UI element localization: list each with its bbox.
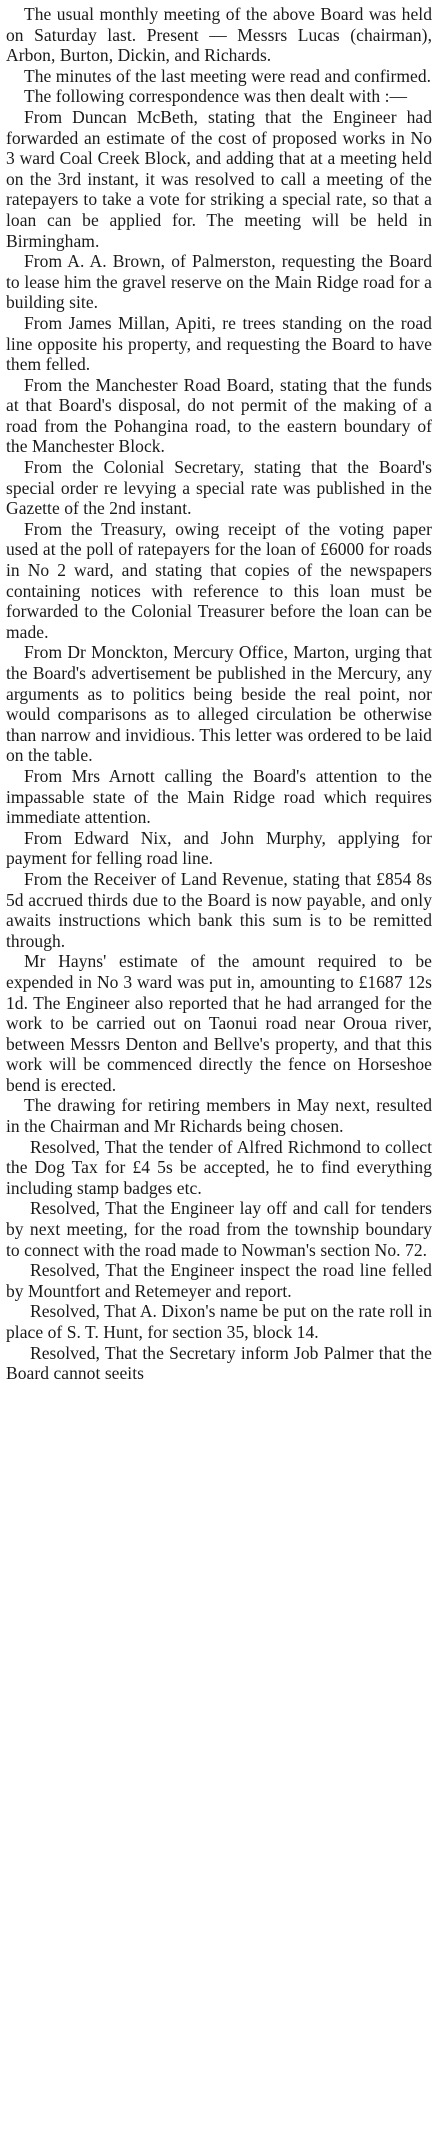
paragraph-resolution-palmer: Resolved, That the Secretary inform Job Palmer that the Board cannot seeits <box>6 1342 432 1384</box>
paragraph-letter-colonial-secretary: From the Colonial Secretary, stating that the Board's special order re levying a special rate was published in the Gazette of the 2nd instant. <box>6 457 432 519</box>
paragraph-retiring-members: The drawing for retiring members in May next, resulted in the Chairman and Mr Richards being chosen. <box>6 1095 432 1137</box>
paragraph-resolution-dog-tax: Resolved, That the tender of Alfred Richmond to collect the Dog Tax for £4 5s be accepted, he to find everything including stamp badges etc. <box>6 1136 432 1198</box>
paragraph-resolution-tenders: Resolved, That the Engineer lay off and call for tenders by next meeting, for the road from the township boundary to connect with the road made to Nowman's section No. 72. <box>6 1198 432 1260</box>
paragraph-letter-nix-murphy: From Edward Nix, and John Murphy, applying for payment for felling road line. <box>6 827 432 869</box>
paragraph-letter-mcbeth: From Duncan McBeth, stating that the Engineer had forwarded an estimate of the cost of proposed works in No 3 ward Coal Creek Block, and adding that at a meeting held on the 3rd instant, it was resolved to call a meeting of the ratepayers to take a vote for striking a special rate, so that a loan can be applied for. The meeting will be held in Birmingham. <box>6 106 432 251</box>
paragraph-letter-manchester-board: From the Manchester Road Board, stating that the funds at that Board's disposal, do not permit of the making of a road from the Pohangina road, to the eastern boundary of the Manchester Block. <box>6 374 432 457</box>
paragraph-letter-brown: From A. A. Brown, of Palmerston, requesting the Board to lease him the gravel reserve on the Main Ridge road for a building site. <box>6 251 432 313</box>
paragraph-resolution-rate-roll: Resolved, That A. Dixon's name be put on the rate roll in place of S. T. Hunt, for section 35, block 14. <box>6 1301 432 1342</box>
newspaper-column <box>6 4 432 1384</box>
paragraph-letter-treasury: From the Treasury, owing receipt of the voting paper used at the poll of ratepayers for the loan of £6000 for roads in No 2 ward, and stating that copies of the newspapers containing notices with reference to this loan must be forwarded to the Colonial Treasurer before the loan can be made. <box>6 518 432 642</box>
paragraph-letter-millan: From James Millan, Apiti, re trees standing on the road line opposite his property, and requesting the Board to have them felled. <box>6 312 432 375</box>
paragraph-letter-arnott: From Mrs Arnott calling the Board's attention to the impassable state of the Main Ridge road which requires immediate attention. <box>6 765 432 828</box>
paragraph-meeting-intro: The usual monthly meeting of the above Board was held on Saturday last. Present — Messrs Lucas (chairman), Arbon, Burton, Dickin, and Richards. <box>6 4 432 66</box>
paragraph-letter-land-revenue: From the Receiver of Land Revenue, stating that £854 8s 5d accrued thirds due to the Board is now payable, and only awaits instructions which bank this sum is to be remitted through. <box>6 868 432 951</box>
paragraph-resolution-inspect: Resolved, That the Engineer inspect the road line felled by Mountfort and Retemeyer and report. <box>6 1260 432 1301</box>
paragraph-correspondence-intro: The following correspondence was then dealt with :— <box>24 86 408 107</box>
paragraph-minutes: The minutes of the last meeting were read and confirmed. <box>24 65 432 86</box>
paragraph-hayns-estimate: Mr Hayns' estimate of the amount required to be expended in No 3 ward was put in, amounting to £1687 12s 1d. The Engineer also reported that he had arranged for the work to be carried out on Taonui road near Oroua river, between Messrs Denton and Bellve's property, and that this work will be commenced directly the fence on Horseshoe bend is erected. <box>6 951 432 1095</box>
paragraph-letter-monckton: From Dr Monckton, Mercury Office, Marton, urging that the Board's advertisement be published in the Mercury, any arguments as to politics being beside the real point, nor would comparisons as to alleged circulation be otherwise than narrow and invidious. This letter was ordered to be laid on the table. <box>6 642 432 766</box>
